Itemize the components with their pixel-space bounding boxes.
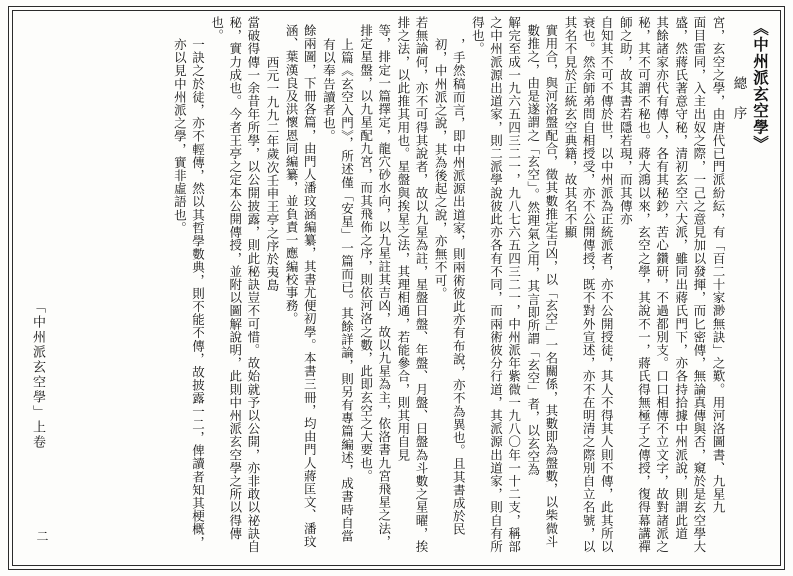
text-column: 自知其不可不傳於世，以中州派為正統派者，亦不公開授徒，其人不得其人則不傳，此其所以衰也。然余師弟問自相授受，亦不公開傳授，既不對外宣述，亦不在明清之際別自立名號，以其名不見於正統玄空典籍，故其名不顯 — [562, 16, 615, 554]
vertical-text-body — [22, 16, 771, 554]
text-column: ，手然稿而言，即中州派源出道家，則兩術彼此亦有布說，亦不為異也。且其書成於民初，中州派之說，其為後起之說，亦無不可。 — [433, 38, 467, 536]
text-column: 其餘諸家亦代有傳人，各有其秘鈔，苦心鑽研，不過都別支。口口相傳不立文字，故對諸派之秘，其不可謂不秘也。蔣大鴻以來，玄空之學，其說不一，蔣氏得無極子之傳授，復得幕講禪師之助，故其書若隱若現，而其傳亦 — [618, 16, 670, 554]
volume-caption: 「中州派玄空學」上卷 — [30, 300, 45, 450]
text-column: 餘兩圖，下冊各篇，由門人潘玟涵編纂，其書尤便初學。本書三冊，均由門人蔣匡文、潘玟涵、葉漢良及洪懷恩同編纂，並負責一應編校事務。 — [284, 24, 318, 548]
text-column: 宮，玄空之學，由唐代已門派紛紜，有「百二十家渺無訣」之歎。用河洛圖書、九星九 — [710, 16, 726, 514]
text-column: 若無論何，亦不可得其說者，故以九星為註，星盤日盤、年盤、月盤、日盤為斗數之星曜，挨排之法，以此推其用也。星盤與挨星之法，其理相通，若能參合，則其用自見 — [395, 16, 429, 554]
text-column: 一訣之於徒，亦不輕傳，然以其哲學數典，則不能不傳，故披露一二，俾讀者知其梗概，亦以見中州派之學，實非虛語也。 — [172, 38, 206, 549]
page-number: 二 — [35, 530, 49, 542]
section-heading: 總 序 — [730, 76, 747, 121]
text-column: 上篇《玄空入門》，所述僅「安星」一篇而已。其餘詳論，則另有專篇編述，成書時自當有以奉告讀者也。 — [321, 38, 355, 543]
text-column: 當破得傳一余昔年所學，以公開披露，則此秘訣豈不可惜。故始就予以公開，亦非敢以祕訣自秘，實力成也。今者王亭之定本公開傳授，並附以圖解說明，此則中州派玄空學之所以得傳也。 — [209, 16, 261, 554]
text-column: 面目雷同，入主出奴之際，一己之意見加以發揮，而匕密傳，無論真傳與否，窺於是玄空學大盛，然蔣氏著意守秘，清初玄空六大派，雖同出蔣氏門下，亦各持拾據中州派說，則謂此道 — [673, 16, 707, 554]
text-column: 等，排定一篇擇定，龍穴砂水向，以九星註其吉凶，故以九星為主，依洛書九宮飛星之法，排定星盤，以九星配九宮，而其飛佈之序，則依河洛之數，此即玄空之大要也。 — [358, 24, 392, 548]
book-title: 《中州派玄空學》 — [751, 20, 770, 152]
text-column: 西元一九九二年歲次壬申王亭之序於夷島 — [264, 56, 280, 292]
text-column: 解完至成一九六五四三二一，九八七六五四三二一，中州派年紫微一九八〇年一十二支，稱部之中州派源出道家，則二派學說彼此亦各有不同，而兩術彼分行道，其派源出道家，則自有所得也。 — [470, 16, 522, 554]
text-column: 實用合，與河洛盤配合，徵其數推定吉凶，以「玄空」一名關係，其數即為盤數，以柴微斗數推之，由是遂謂之「玄空」。然理氣之用，其言即所謂「玄空」者，以玄空為 — [525, 24, 559, 548]
